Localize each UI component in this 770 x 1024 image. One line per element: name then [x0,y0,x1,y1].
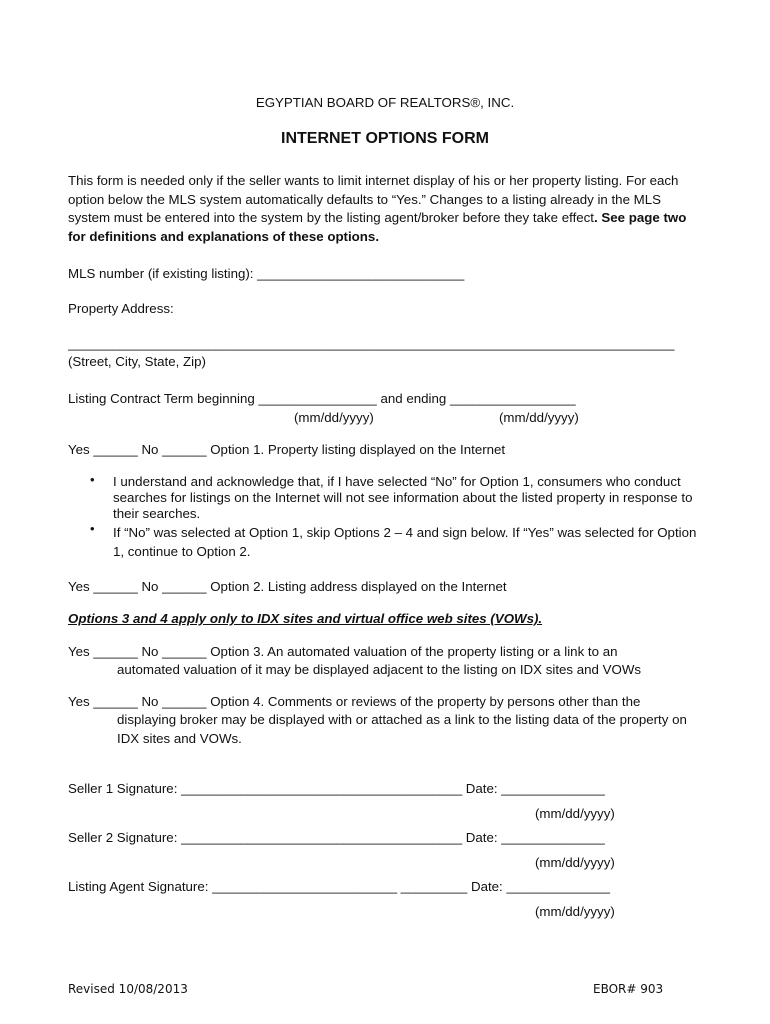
agent-date-hint: (mm/dd/yyyy) [535,904,615,919]
bullet-dot: • [90,472,95,487]
intro-text: This form is needed only if the seller wants to limit internet display of his or her property listing. For each option below the MLS system automatically defaults to “Yes.” Changes to a listing already in the MLS system must be entered into the system by the listing agent/broker before they take effect [68,173,679,225]
organization-name: EGYPTIAN BOARD OF REALTORS®, INC. [255,95,515,110]
idx-heading: Options 3 and 4 apply only to IDX sites and virtual office web sites (VOWs). [68,611,543,626]
intro-bold-text: . See page two for definitions and explanations of these options. [68,210,687,244]
bullet-skip-instruction: If “No” was selected at Option 1, skip Options 2 – 4 and sign below. If “Yes” was selected for Option 1, continue to Option 2. [113,525,697,559]
listing-agent-signature[interactable]: Listing Agent Signature: _________________________ _________ Date: ______________ [68,879,610,894]
mls-number-field[interactable]: MLS number (if existing listing): ____________________________ [68,266,465,281]
seller-2-signature[interactable]: Seller 2 Signature: ______________________________________ Date: ______________ [68,830,605,845]
form-title: INTERNET OPTIONS FORM [281,130,489,147]
address-hint: (Street, City, State, Zip) [68,354,206,369]
bullet-dot: • [90,521,95,536]
option-1-line[interactable]: Yes ______ No ______ Option 1. Property listing displayed on the Internet [68,442,506,457]
property-address-label: Property Address: [68,301,174,316]
bullet-acknowledgement: I understand and acknowledge that, if I have selected “No” for Option 1, consumers who conduct searches for listings on the Internet will not see information about the listed property in response to their searches. [113,474,693,521]
intro-paragraph [68,172,698,246]
begin-date-hint: (mm/dd/yyyy) [294,410,374,425]
seller-2-date-hint: (mm/dd/yyyy) [535,855,615,870]
form-number: EBOR# 903 [593,982,664,996]
option-3-continuation: automated valuation of it may be displayed adjacent to the listing on IDX sites and VOWs [117,662,642,677]
option-4-continuation: displaying broker may be displayed with or attached as a link to the listing data of the property on IDX sites and VOWs. [117,712,687,746]
end-date-hint: (mm/dd/yyyy) [499,410,579,425]
option-2-line[interactable]: Yes ______ No ______ Option 2. Listing address displayed on the Internet [68,579,507,594]
revision-date: Revised 10/08/2013 [68,982,188,996]
seller-1-signature[interactable]: Seller 1 Signature: ______________________________________ Date: ______________ [68,781,605,796]
property-address-line[interactable]: __________________________________________________________________________________ [68,336,675,351]
contract-term-field[interactable]: Listing Contract Term beginning ________________ and ending _________________ [68,391,576,406]
option-3-line[interactable]: Yes ______ No ______ Option 3. An automated valuation of the property listing or a link to an [68,644,618,659]
option-4-line[interactable]: Yes ______ No ______ Option 4. Comments or reviews of the property by persons other than the [68,694,641,709]
seller-1-date-hint: (mm/dd/yyyy) [535,806,615,821]
